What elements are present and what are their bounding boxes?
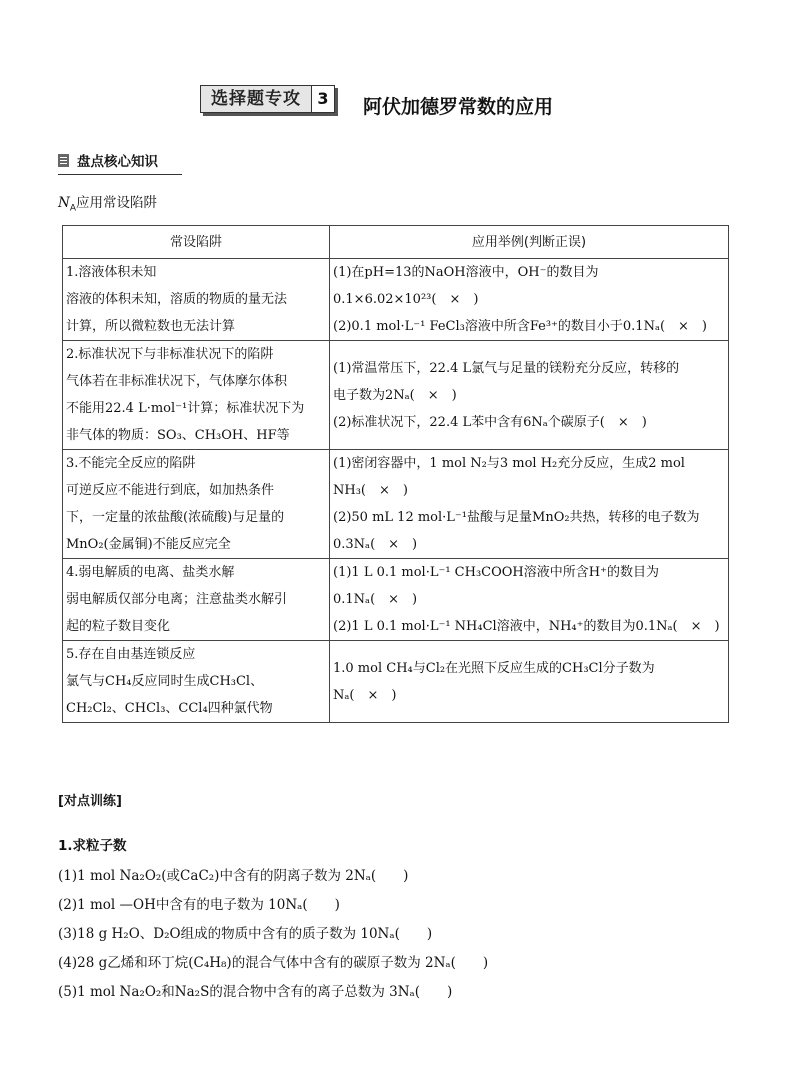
- trap-line: 可逆反应不能进行到底，如加热条件: [66, 483, 275, 498]
- trap-cell: [63, 341, 330, 450]
- trap-line: 氯气与CH₄反应同时生成CH₃Cl、: [66, 674, 264, 689]
- section-heading: [58, 150, 182, 175]
- subheading-subscript: A: [69, 203, 76, 214]
- table-header-row: [63, 226, 729, 259]
- subheading: [58, 191, 157, 214]
- badge-number: 3: [311, 86, 334, 112]
- example-cell: [330, 341, 729, 450]
- table-row: [63, 259, 729, 341]
- example-line: (2)50 mL 12 mol·L⁻¹盐酸与足量MnO₂共热，转移的电子数为: [333, 510, 700, 525]
- example-line: Nₐ( × ): [333, 687, 397, 703]
- example-line: (1)密闭容器中，1 mol N₂与3 mol H₂充分反应，生成2 mol: [333, 456, 685, 471]
- table-row: [63, 559, 729, 641]
- subheading-text: 应用常设陷阱: [75, 195, 157, 211]
- example-line: (2)标准状况下，22.4 L苯中含有6Nₐ个碳原子( × ): [333, 414, 647, 430]
- example-cell: [330, 450, 729, 559]
- table-row: [63, 641, 729, 723]
- trap-cell: [63, 450, 330, 559]
- example-line: (2)1 L 0.1 mol·L⁻¹ NH₄Cl溶液中，NH₄⁺的数目为0.1Nₐ( × ): [333, 619, 720, 634]
- page-title: 阿伏加德罗常数的应用: [363, 96, 554, 118]
- section-label: 盘点核心知识: [77, 154, 158, 170]
- drills-subtitle: 1.求粒子数: [58, 838, 127, 854]
- trap-cell: [63, 259, 330, 341]
- trap-line: 非气体的物质：SO₃、CH₃OH、HF等: [66, 428, 290, 443]
- table-header-examples: 应用举例(判断正误): [330, 226, 729, 259]
- trap-line: 5.存在自由基连锁反应: [66, 647, 196, 662]
- trap-line: 1.溶液体积未知: [66, 265, 157, 280]
- trap-line: 4.弱电解质的电离、盐类水解: [66, 565, 235, 580]
- trap-line: 不能用22.4 L·mol⁻¹计算；标准状况下为: [66, 401, 305, 416]
- trap-line: 溶液的体积未知，溶质的物质的量无法: [66, 292, 288, 307]
- page-header: [200, 78, 553, 119]
- drills-label-block: [58, 790, 122, 809]
- trap-line: 下，一定量的浓盐酸(浓硫酸)与足量的: [66, 510, 285, 525]
- list-item: (1)1 mol Na₂O₂(或CaC₂)中含有的阴离子数为 2Nₐ( ): [58, 868, 409, 884]
- list-item: (5)1 mol Na₂O₂和Na₂S的混合物中含有的离子总数为 3Nₐ( ): [58, 984, 453, 1000]
- example-line: (1)在pH=13的NaOH溶液中，OH⁻的数目为: [333, 265, 599, 280]
- drills-label: [对点训练]: [58, 794, 122, 809]
- traps-table: [62, 225, 729, 723]
- example-line: 0.3Nₐ( × ): [333, 537, 418, 552]
- trap-line: 弱电解质仅部分电离；注意盐类水解引: [66, 592, 288, 607]
- trap-line: 气体若在非标准状况下，气体摩尔体积: [66, 374, 288, 389]
- trap-line: CH₂Cl₂、CHCl₃、CCl₄四种氯代物: [66, 701, 273, 716]
- table-row: [63, 341, 729, 450]
- badge-label: 选择题专攻: [201, 86, 311, 112]
- drill-items: [58, 862, 488, 1007]
- trap-line: 3.不能完全反应的陷阱: [66, 456, 196, 471]
- example-line: NH₃( × ): [333, 483, 408, 498]
- example-cell: [330, 559, 729, 641]
- example-line: 1.0 mol CH₄与Cl₂在光照下反应生成的CH₃Cl分子数为: [333, 660, 655, 676]
- example-cell: [330, 641, 729, 723]
- example-line: 0.1×6.02×10²³( × ): [333, 292, 479, 307]
- example-line: (1)常温常压下，22.4 L氯气与足量的镁粉充分反应，转移的: [333, 360, 680, 376]
- table-row: [63, 450, 729, 559]
- trap-cell: [63, 559, 330, 641]
- example-line: (2)0.1 mol·L⁻¹ FeCl₃溶液中所含Fe³⁺的数目小于0.1Nₐ( × ): [333, 319, 707, 334]
- table-header-trap: 常设陷阱: [63, 226, 330, 259]
- trap-line: 计算，所以微粒数也无法计算: [66, 319, 236, 334]
- example-cell: [330, 259, 729, 341]
- trap-line: 起的粒子数目变化: [66, 619, 171, 634]
- trap-cell: [63, 641, 330, 723]
- trap-line: MnO₂(金属铜)不能反应完全: [66, 537, 231, 552]
- subheading-symbol: N: [58, 195, 70, 211]
- example-line: 电子数为2Nₐ( × ): [333, 387, 457, 403]
- example-line: 0.1Nₐ( × ): [333, 592, 418, 607]
- list-item: (2)1 mol —OH中含有的电子数为 10Nₐ( ): [58, 897, 340, 913]
- trap-line: 2.标准状况下与非标准状况下的陷阱: [66, 347, 274, 362]
- topic-badge: [200, 85, 335, 113]
- list-item: (4)28 g乙烯和环丁烷(C₄H₈)的混合气体中含有的碳原子数为 2Nₐ( ): [58, 955, 489, 971]
- document-icon: [58, 154, 69, 167]
- list-item: (3)18 g H₂O、D₂O组成的物质中含有的质子数为 10Nₐ( ): [58, 926, 433, 942]
- example-line: (1)1 L 0.1 mol·L⁻¹ CH₃COOH溶液中所含H⁺的数目为: [333, 565, 659, 580]
